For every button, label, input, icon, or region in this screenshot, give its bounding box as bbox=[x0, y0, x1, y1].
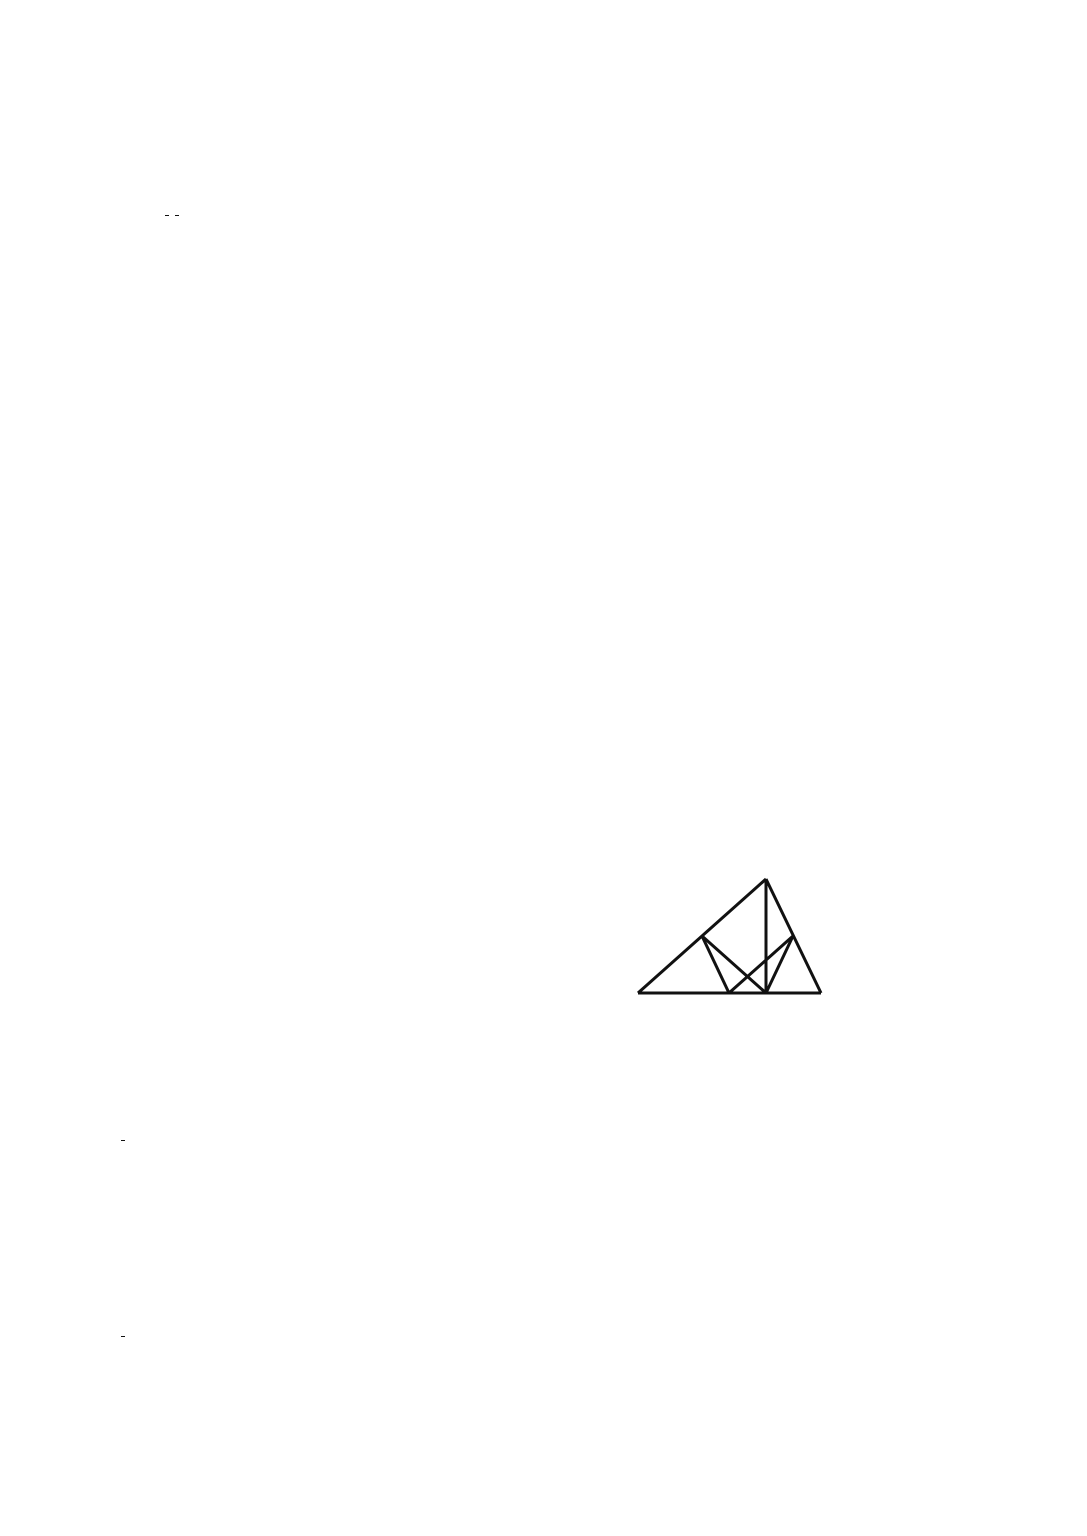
fraction-half bbox=[175, 215, 179, 216]
frac-num bbox=[121, 1336, 125, 1337]
fraction-half bbox=[121, 1140, 125, 1141]
triple-9 bbox=[118, 801, 163, 835]
fraction-half bbox=[165, 215, 169, 216]
proof-line-3 bbox=[118, 1122, 128, 1156]
frac-num bbox=[175, 215, 179, 216]
segment-fg bbox=[729, 936, 793, 993]
segment-dg bbox=[766, 936, 793, 993]
frac-num bbox=[121, 1140, 125, 1141]
proof-line-6 bbox=[118, 1318, 128, 1352]
triple-1 bbox=[118, 635, 126, 669]
frac-num bbox=[165, 215, 169, 216]
triangle-figure bbox=[625, 855, 845, 1025]
segment-ef bbox=[702, 936, 729, 993]
grid-figures bbox=[0, 315, 1087, 515]
quadratic-solution bbox=[162, 265, 256, 317]
fraction-half bbox=[121, 1336, 125, 1337]
segment-ed bbox=[702, 936, 766, 993]
equation-expanded bbox=[162, 190, 182, 231]
